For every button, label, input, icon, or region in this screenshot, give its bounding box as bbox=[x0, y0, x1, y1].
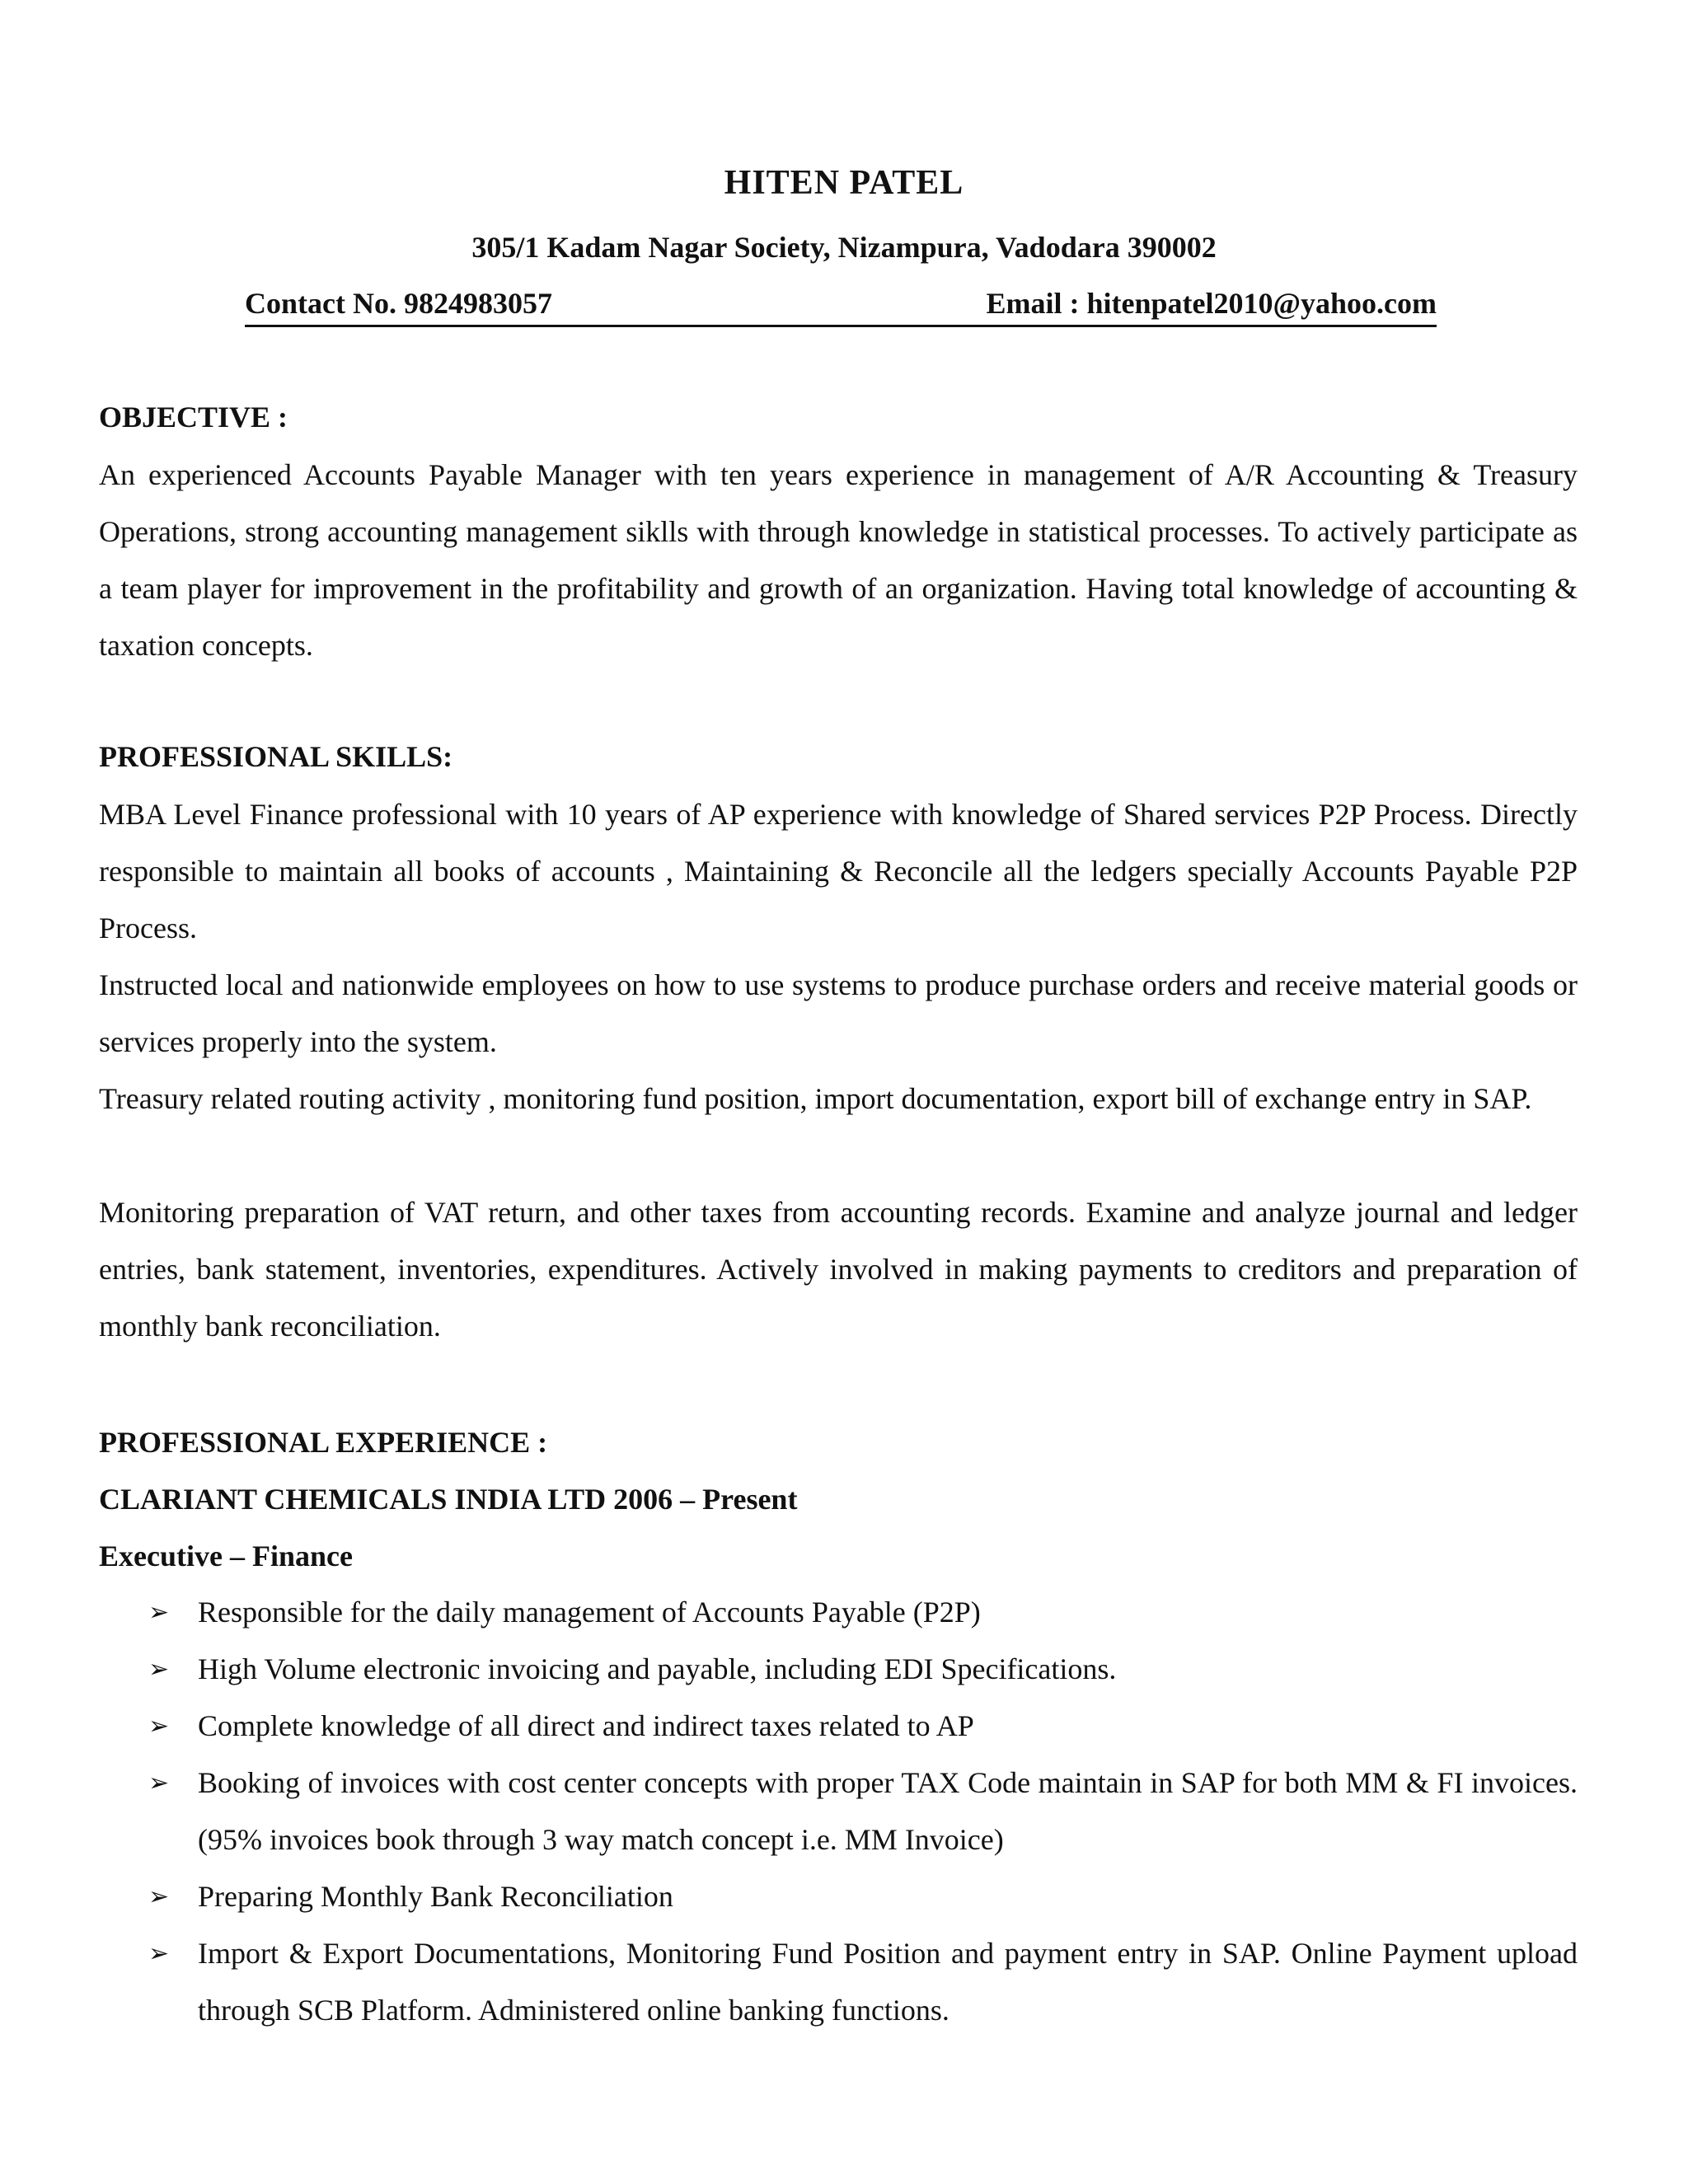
email-address: Email : hitenpatel2010@yahoo.com bbox=[986, 287, 1437, 320]
objective-text: An experienced Accounts Payable Manager with ten years experience in management of A/R Accounting & Treasury Operations, strong accounting management siklls with through knowledge in statistical processes. To actively participate as a team player for improvement in the profitability and growth of an organization. Having total knowledge of accounting & taxation concepts. bbox=[99, 458, 1578, 662]
candidate-address: 305/1 Kadam Nagar Society, Nizampura, Vadodara 390002 bbox=[471, 231, 1217, 264]
list-item bbox=[99, 1755, 1578, 1868]
candidate-name: HITEN PATEL bbox=[724, 164, 964, 202]
list-item bbox=[99, 1641, 1578, 1698]
objective-heading: OBJECTIVE : bbox=[99, 401, 288, 434]
list-item bbox=[99, 1584, 1578, 1641]
arrowhead-bullet-icon: ➢ bbox=[148, 1655, 170, 1684]
responsibility-list bbox=[99, 1584, 1578, 2039]
experience-heading: PROFESSIONAL EXPERIENCE : bbox=[99, 1426, 548, 1459]
list-item-text: Booking of invoices with cost center concepts with proper TAX Code maintain in SAP for both MM & FI invoices. (95% invoices book through 3 way match concept i.e. MM Invoice) bbox=[198, 1766, 1578, 1856]
list-item-text: Responsible for the daily management of Accounts Payable (P2P) bbox=[198, 1596, 981, 1629]
list-item bbox=[99, 1925, 1578, 2039]
contact-row bbox=[245, 282, 1437, 327]
list-item-text: Preparing Monthly Bank Reconciliation bbox=[198, 1880, 673, 1913]
job-title: Executive – Finance bbox=[99, 1540, 353, 1572]
arrowhead-bullet-icon: ➢ bbox=[148, 1939, 170, 1968]
company-name: CLARIANT CHEMICALS INDIA LTD 2006 – Present bbox=[99, 1483, 798, 1516]
skills-paragraph-1: MBA Level Finance professional with 10 years of AP experience with knowledge of Shared services P2P Process. Directly responsible to maintain all books of accounts , Maintaining & Reconcile all the ledgers specially Accounts Payable P2P Process. bbox=[99, 798, 1578, 944]
arrowhead-bullet-icon: ➢ bbox=[148, 1598, 170, 1627]
contact-number: Contact No. 9824983057 bbox=[245, 287, 552, 320]
list-item bbox=[99, 1868, 1578, 1925]
arrowhead-bullet-icon: ➢ bbox=[148, 1882, 170, 1911]
arrowhead-bullet-icon: ➢ bbox=[148, 1712, 170, 1741]
list-item bbox=[99, 1698, 1578, 1755]
skills-heading: PROFESSIONAL SKILLS: bbox=[99, 740, 453, 773]
skills-paragraph-3: Treasury related routing activity , monitoring fund position, import documentation, export bill of exchange entry in SAP. bbox=[99, 1082, 1532, 1115]
list-item-text: High Volume electronic invoicing and payable, including EDI Specifications. bbox=[198, 1652, 1117, 1685]
list-item-text: Complete knowledge of all direct and indirect taxes related to AP bbox=[198, 1709, 974, 1742]
arrowhead-bullet-icon: ➢ bbox=[148, 1769, 170, 1797]
skills-paragraph-4: Monitoring preparation of VAT return, and other taxes from accounting records. Examine and analyze journal and ledger entries, bank statement, inventories, expenditures. Actively involved in making payments to creditors and preparation of monthly bank reconciliation. bbox=[99, 1196, 1578, 1343]
skills-paragraph-2: Instructed local and nationwide employees on how to use systems to produce purchase orders and receive material goods or services properly into the system. bbox=[99, 968, 1578, 1058]
list-item-text: Import & Export Documentations, Monitoring Fund Position and payment entry in SAP. Online Payment upload through SCB Platform. Administered online banking functions. bbox=[198, 1937, 1578, 2027]
